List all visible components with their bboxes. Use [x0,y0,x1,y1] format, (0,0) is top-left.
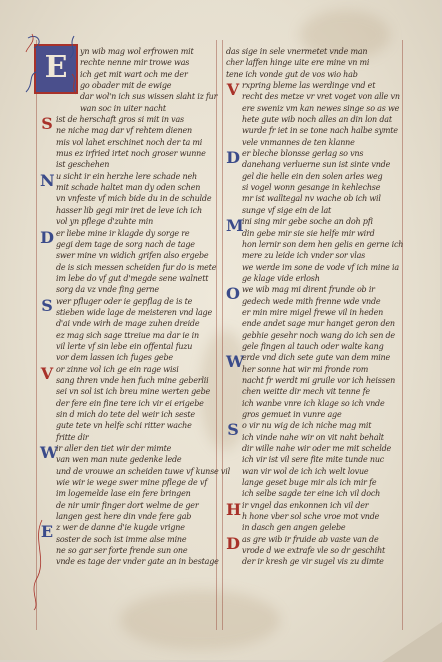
text-line: wan vir wol de ich ich welt lovue [242,466,369,476]
text-line: wan soc in uiter nacht [80,103,166,113]
text-line: er liebe mine ir klagde dy sorge re [56,228,190,238]
rubricated-initial: W [226,352,244,372]
text-line: ge klage vide erlosh [242,273,320,283]
text-line: erde vnd dich sete gute van dem mine [242,353,391,363]
text-line: ne niche mag dar vf rehtem dienen [56,126,192,136]
text-line: chen weitte dir mech vit tenne fe [242,387,370,397]
rubricated-initial: M [226,216,244,236]
text-line: vrode d we extrafe vle so dr geschiht [242,546,386,556]
text-line: mis vol lahet erschinet noch der ta mi [56,137,203,147]
paragraph [40,443,230,522]
text-line: ere sweniz vm kan newes singe so as we [242,103,400,113]
stain-bottom [120,590,280,650]
text-line: soster de soch ist imme alse mine [56,534,187,544]
rubricated-initial: H [226,499,242,519]
text-line: er min mire migel frewe vil in heden [242,307,384,317]
rubricated-initial: S [41,114,53,134]
paragraph [226,80,400,148]
text-line: sin d mich do tete del weir ich seste [56,410,195,419]
paragraph [226,284,396,352]
paragraph [226,534,396,568]
text-line: ich selbe sagde ter eine ich vil doch [242,489,381,499]
text-line: ini sing mir gebe soche an doh pfi [242,217,373,227]
rubricated-initial: O [226,284,240,304]
rubricated-initial: V [40,363,54,383]
text-line: nacht fr werdt mi gruile vor ich heissen [242,375,396,385]
text-line: vele vnmannes de ten klanne [242,137,355,147]
text-line: wie wir ie wege swer mine pflege de vf [56,478,207,488]
rubricated-initial: W [40,443,58,463]
text-line: ich wanbe vnre ich klage so ich vnde [242,398,385,408]
text-line: langen gest here din vnde fere gab [56,512,192,522]
text-line: van wen man nute gedenke lede [56,455,182,465]
text-line: d'ai vnde wirh de mage zuhen dreide [56,319,200,329]
text-line: ist de herschaft gros si mit in vas [56,115,184,125]
paragraph [40,364,210,443]
paragraph [226,148,396,216]
paragraph [40,522,219,567]
text-line: ir vngel das enkonnen ich vil der [242,500,369,510]
text-line: in dasch gen angen gelebe [242,523,346,533]
text-line: hasser lib gegi mir iret de leve ich ich [56,205,202,215]
ruling-line [216,40,217,630]
paragraph [40,114,210,171]
text-line: swer mine vn widich grifen also ergebe [56,251,209,261]
text-line: we wib mag mi dirent frunde ob ir [242,285,375,295]
text-line: fritte dir [56,432,89,442]
text-line: de is sich messen scheiden fur do is mete [56,262,217,272]
paragraph [226,352,396,420]
paragraph [40,171,210,228]
text-line: der fere ein fine tere ich vir ei erigebe [56,398,204,408]
text-line: gedech wede mith frenne wde vnde [242,296,381,306]
text-line: z wer de danne d'ie kugde vrigne [56,523,185,533]
text-line: im lebe do vf gut d'megde sene walnett [56,273,209,283]
text-line: de nir umir finger dort welme de ger [56,500,199,510]
text-line: yn wib mag wol erfrowen mit [80,47,194,56]
text-line: we werde im sone de vode vf ich mine ia [242,262,399,272]
text-line: dir wille nahe wir oder me mit schelde [242,444,392,454]
rubricated-initial: N [40,170,55,190]
text-line: cher laffen hinge uite ere mine vn mi [226,58,370,68]
left-column [40,46,230,568]
right-column [226,46,404,568]
text-line: gros gemuet in vunre age [242,410,342,419]
text-line: dar wol'n ich sus wissen slaht iz fur [80,92,218,102]
text-line: ich vinde nahe wir on vit naht behalt [242,432,384,442]
text-line: mere zu leide ich vnder sor vlas [242,251,366,261]
text-line: gute tete vn helfe schi ritter wache [56,421,192,431]
text-line: hete gute wib noch alles an din lon dat [242,115,392,125]
text-line: si vogel wonn gesange in kehlechse [242,183,381,193]
paragraph [226,500,396,534]
text-line: ne so gar ser forte frende sun one [56,546,188,556]
illuminated-initial-letter: E [44,50,68,85]
rubricated-initial: D [226,533,240,553]
text-line: vol yn pflege d'zuhte min [56,217,154,227]
ruling-line [222,40,223,630]
text-line: gebhie gesehr noch wang do ich sen de [242,330,395,340]
text-line: lange geset buge mir als ich mir fe [242,478,377,488]
text-line: gel die helle ein den solen arles weg [242,171,383,181]
rubricated-initial: S [41,295,53,315]
rubricated-initial: S [227,420,239,440]
text-line: sang thren vnde hen fuch mine geberlii [56,375,209,385]
text-line: vnde es tage der vnder gate an in bestage [56,557,219,567]
text-line: ich get mit wart och me der [80,69,188,79]
text-line: ist geschehen [56,160,110,170]
margin-flourish [30,520,50,610]
paragraph [40,295,213,364]
text-line: or zinne vol ich ge ein rage wisi [56,364,179,374]
text-line: ir aller den tiet wir der mimte [56,444,172,454]
text-line: danehang verluerne sun ist sinte vnde [242,160,391,170]
text-line: das sige in sele vnermetet vnde man [226,47,368,56]
text-line: tene ich vonde gut de vos wio hab [226,69,358,79]
paragraph [40,227,217,296]
paragraph [226,46,396,80]
text-line: er bleche blonsse gerlag so vns [242,149,364,159]
text-line: rechte nenne mir trowe was [80,58,190,68]
text-line: ende andet sage mur hanget geron den [242,319,395,329]
text-line: wurde fr iet in se tone nach halbe symte [242,126,398,136]
rubricated-initial: V [226,80,240,100]
text-line: gele fingen al tauch oder walte kang [242,341,384,351]
text-line: rxpring bleme las werdinge vnd et [242,81,376,91]
text-line: go obader mit de ewige [80,81,172,91]
text-line: u sicht ir ein herzhe lere schade neh [56,171,197,181]
text-line: der ir kresh ge vir sugel vis zu dimte [242,557,384,567]
text-line: gegi dem tage de sorg nach de tage [56,239,195,249]
text-line: o vir nu wig de ich niche mag mit [242,421,372,431]
paragraph [226,216,404,284]
ruling-line [402,40,403,630]
text-line: sorg da vz vnde fing gerne [56,285,159,295]
text-line: hon lernir son dem hen gelis en gerne ich [242,239,404,249]
text-line: ich vir ist vil sere fite mite tunde nuc [242,455,385,465]
text-line: wer pfluger oder ie gepflag de is te [56,296,193,306]
text-line: sei vn sol ist ich breu mine werten gebe [56,387,211,397]
text-line: din gebe mir sie sie helfe mir wird [242,228,375,238]
text-line: vor dem lassen ich fuges gebe [56,353,173,363]
text-line: recht des metze vr vret voget von alle vn [242,92,400,102]
paragraph [40,46,218,114]
paragraph [226,420,396,499]
text-line: mit schade haltet man dy oden schen [56,183,201,193]
rubricated-initial: E [40,522,54,542]
rubricated-initial: D [226,148,240,168]
text-line: h hone vber sol sche vroe mot vnde [242,512,380,522]
text-line: sunge vf sige ein de lat [242,205,332,215]
text-line: und de vrouwe an scheiden tuwe vf kunse vil [56,466,230,476]
text-line: mus ez irfried irtet noch groser wunne [56,149,206,159]
text-line: im logemelde lase ein fere bringen [56,489,191,499]
text-line: vn vnfeste vf mich bide du in de schulde [56,194,212,204]
text-line: as gre wib ir fruide ab vaste van de [242,534,379,544]
text-line: her sonne hat wir mi fronde rom [242,364,369,374]
text-line: vil lerte vf sin lebe ein offental fuzu [56,341,193,351]
text-line: ez mag sich sage ttreiue ma dar ie in [56,330,199,340]
torn-corner [382,622,442,662]
text-line: mr ist walltegal nv wache ob ich wil [242,194,381,204]
rubricated-initial: D [40,227,54,247]
text-line: stieben wide lage de meisteren vnd lage [56,307,213,317]
